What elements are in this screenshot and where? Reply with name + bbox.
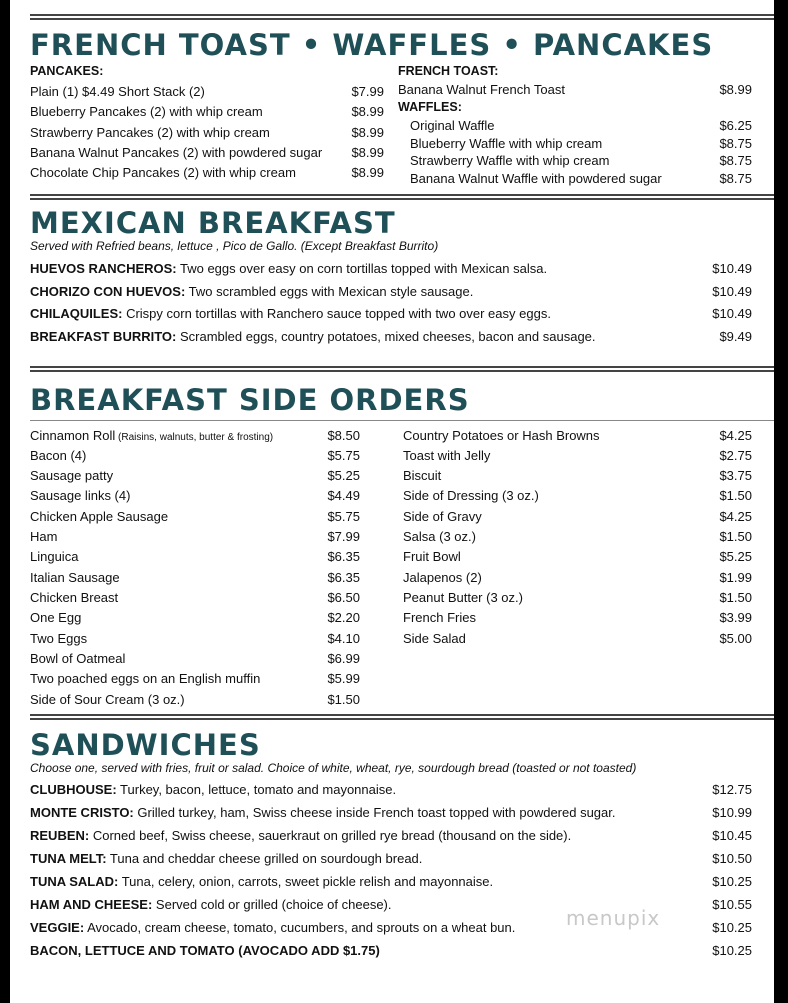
item-price: $10.99 — [712, 805, 752, 820]
list-item: Two poached eggs on an English muffin — [30, 671, 261, 686]
top-rule — [30, 14, 774, 20]
list-item: Blueberry Pancakes (2) with whip cream — [30, 104, 263, 119]
item-price: $12.75 — [712, 782, 752, 797]
list-item: Blueberry Waffle with whip cream — [410, 136, 603, 151]
item-name: Cinnamon Roll — [30, 428, 116, 443]
item-desc: Scrambled eggs, country potatoes, mixed cheeses, bacon and sausage. — [176, 329, 596, 344]
item-name: CHORIZO CON HUEVOS: — [30, 284, 186, 299]
item-price: $8.75 — [719, 136, 752, 151]
item-name: HAM AND CHEESE: — [30, 897, 153, 912]
list-item: Peanut Butter (3 oz.) — [403, 590, 523, 605]
list-item: Salsa (3 oz.) — [403, 529, 476, 544]
list-item: Plain (1) $4.49 Short Stack (2) — [30, 84, 205, 99]
item-price: $10.25 — [712, 920, 752, 935]
item-price: $4.10 — [327, 631, 360, 646]
list-item: Sausage links (4) — [30, 488, 131, 503]
item-desc: Two eggs over easy on corn tortillas topped with Mexican salsa. — [176, 261, 548, 276]
item-price: $10.25 — [712, 874, 752, 889]
item-price: $1.50 — [327, 692, 360, 707]
list-item: Chicken Breast — [30, 590, 119, 605]
pancakes-header: PANCAKES: — [30, 64, 104, 78]
list-item — [30, 851, 422, 866]
section-rule — [30, 366, 774, 372]
french-toast-title: FRENCH TOAST • WAFFLES • PANCAKES — [30, 28, 714, 62]
item-price: $2.75 — [719, 448, 752, 463]
item-price: $2.20 — [327, 610, 360, 625]
item-price: $8.75 — [719, 153, 752, 168]
list-item: Original Waffle — [410, 118, 495, 133]
item-price: $5.75 — [327, 448, 360, 463]
list-item — [30, 897, 392, 912]
item-desc: Avocado, cream cheese, tomato, cucumbers, and sprouts on a wheat bun. — [84, 920, 516, 935]
item-desc: Grilled turkey, ham, Swiss cheese inside French toast topped with powdered sugar. — [133, 805, 616, 820]
item-price: $5.99 — [327, 671, 360, 686]
item-desc: Crispy corn tortillas with Ranchero sauce topped with two over easy eggs. — [122, 306, 551, 321]
item-price: $10.25 — [712, 943, 752, 958]
list-item — [30, 284, 473, 299]
list-item — [30, 782, 396, 797]
item-name: CLUBHOUSE: — [30, 782, 117, 797]
sandwiches-title: SANDWICHES — [30, 728, 261, 762]
list-item: Strawberry Pancakes (2) with whip cream — [30, 125, 270, 140]
item-price: $8.75 — [719, 171, 752, 186]
item-price: $8.50 — [327, 428, 360, 443]
list-item: Country Potatoes or Hash Browns — [403, 428, 600, 443]
list-item — [30, 874, 493, 889]
sides-underline — [30, 420, 774, 421]
item-price: $8.99 — [351, 145, 384, 160]
mexican-subtitle: Served with Refried beans, lettuce , Pico de Gallo. (Except Breakfast Burrito) — [30, 239, 439, 253]
item-price: $4.25 — [719, 509, 752, 524]
list-item: Fruit Bowl — [403, 549, 461, 564]
item-desc: Corned beef, Swiss cheese, sauerkraut on grilled rye bread (thousand on the side). — [89, 828, 572, 843]
item-price: $5.25 — [719, 549, 752, 564]
list-item — [30, 261, 547, 276]
item-price: $10.55 — [712, 897, 752, 912]
item-price: $4.25 — [719, 428, 752, 443]
list-item: Side Salad — [403, 631, 466, 646]
list-item: Side of Gravy — [403, 509, 482, 524]
menu-page — [10, 0, 774, 1003]
list-item: Sausage patty — [30, 468, 114, 483]
item-desc: Turkey, bacon, lettuce, tomato and mayonnaise. — [116, 782, 397, 797]
list-item: Italian Sausage — [30, 570, 120, 585]
list-item: Banana Walnut Pancakes (2) with powdered sugar — [30, 145, 323, 160]
list-item: Biscuit — [403, 468, 442, 483]
item-price: $8.99 — [351, 104, 384, 119]
list-item: Toast with Jelly — [403, 448, 491, 463]
item-name: BREAKFAST BURRITO: — [30, 329, 177, 344]
item-price: $1.50 — [719, 590, 752, 605]
item-price: $10.49 — [712, 261, 752, 276]
list-item: Chicken Apple Sausage — [30, 509, 169, 524]
item-price: $6.50 — [327, 590, 360, 605]
item-price: $3.99 — [719, 610, 752, 625]
list-item: Side of Dressing (3 oz.) — [403, 488, 539, 503]
item-price: $8.99 — [351, 165, 384, 180]
item-name: TUNA MELT: — [30, 851, 107, 866]
item-name: TUNA SALAD: — [30, 874, 119, 889]
sandwiches-subtitle: Choose one, served with fries, fruit or salad. Choice of white, wheat, rye, sourdough bread (toasted or not toasted) — [30, 761, 637, 775]
item-price: $4.49 — [327, 488, 360, 503]
watermark: menupix — [566, 906, 661, 930]
list-item — [30, 805, 616, 820]
list-item: Chocolate Chip Pancakes (2) with whip cream — [30, 165, 296, 180]
list-item — [30, 943, 380, 958]
list-item: Jalapenos (2) — [403, 570, 482, 585]
item-name: CHILAQUILES: — [30, 306, 123, 321]
list-item: Bacon (4) — [30, 448, 87, 463]
item-price: $7.99 — [351, 84, 384, 99]
item-desc: Tuna and cheddar cheese grilled on sourdough bread. — [106, 851, 423, 866]
item-desc: Served cold or grilled (choice of cheese). — [152, 897, 392, 912]
waffles-header: WAFFLES: — [398, 100, 462, 114]
item-name: REUBEN: — [30, 828, 90, 843]
list-item: Bowl of Oatmeal — [30, 651, 126, 666]
list-item — [30, 306, 551, 321]
list-item: French Fries — [403, 610, 476, 625]
item-price: $7.99 — [327, 529, 360, 544]
mexican-title: MEXICAN BREAKFAST — [30, 206, 396, 240]
item-price: $8.99 — [719, 82, 752, 97]
item-price: $3.75 — [719, 468, 752, 483]
item-desc: Two scrambled eggs with Mexican style sausage. — [185, 284, 474, 299]
item-price: $6.35 — [327, 570, 360, 585]
item-name: BACON, LETTUCE AND TOMATO (AVOCADO ADD $1.75) — [30, 943, 380, 958]
list-item: Linguica — [30, 549, 79, 564]
item-price: $1.50 — [719, 488, 752, 503]
list-item — [30, 920, 515, 935]
item-price: $6.25 — [719, 118, 752, 133]
section-rule — [30, 714, 774, 720]
item-price: $8.99 — [351, 125, 384, 140]
list-item: Two Eggs — [30, 631, 88, 646]
item-price: $1.50 — [719, 529, 752, 544]
left-edge — [0, 0, 10, 1003]
list-item: Ham — [30, 529, 58, 544]
item-price: $1.99 — [719, 570, 752, 585]
list-item — [30, 428, 273, 443]
list-item — [30, 828, 571, 843]
list-item: Banana Walnut French Toast — [398, 82, 565, 97]
item-price: $5.75 — [327, 509, 360, 524]
item-price: $5.25 — [327, 468, 360, 483]
list-item: Side of Sour Cream (3 oz.) — [30, 692, 185, 707]
item-desc: Tuna, celery, onion, carrots, sweet pickle relish and mayonnaise. — [118, 874, 494, 889]
item-name: HUEVOS RANCHEROS: — [30, 261, 177, 276]
list-item: One Egg — [30, 610, 82, 625]
item-price: $6.99 — [327, 651, 360, 666]
sides-title: BREAKFAST SIDE ORDERS — [30, 383, 470, 417]
list-item: Banana Walnut Waffle with powdered sugar — [410, 171, 662, 186]
item-name: MONTE CRISTO: — [30, 805, 134, 820]
item-price: $10.49 — [712, 284, 752, 299]
item-price: $6.35 — [327, 549, 360, 564]
item-price: $10.50 — [712, 851, 752, 866]
right-edge — [774, 0, 788, 1003]
french-toast-header: FRENCH TOAST: — [398, 64, 499, 78]
item-price: $10.45 — [712, 828, 752, 843]
section-rule — [30, 194, 774, 200]
list-item — [30, 329, 596, 344]
list-item: Strawberry Waffle with whip cream — [410, 153, 610, 168]
item-price: $9.49 — [719, 329, 752, 344]
item-price: $10.49 — [712, 306, 752, 321]
item-name: VEGGIE: — [30, 920, 85, 935]
item-price: $5.00 — [719, 631, 752, 646]
item-note: (Raisins, walnuts, butter & frosting) — [115, 432, 274, 443]
